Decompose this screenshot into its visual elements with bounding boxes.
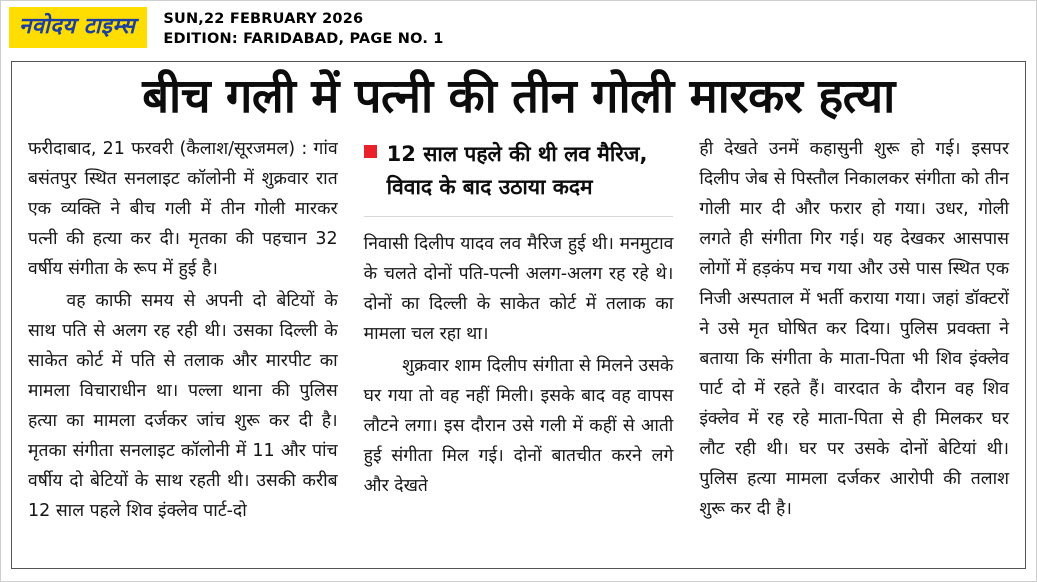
paragraph: फरीदाबाद, 21 फरवरी (कैलाश/सूरजमल) : गांव बसंतपुर स्थित सनलाइट कॉलोनी में शुक्रवार रात एक व्यक्ति ने बीच गली में तीन गोली मारकर पत्नी की हत्या कर दी। मृतका की पहचान 32 वर्षीय संगीता के रूप में हुई है। <box>28 139 338 280</box>
dateline-block <box>163 7 443 49</box>
subheadline-text: 12 साल पहले की थी लव मैरिज, विवाद के बाद उठाया कदम <box>386 142 648 200</box>
red-square-bullet-icon <box>364 145 377 158</box>
paragraph: निवासी दिलीप यादव लव मैरिज हुई थी। मनमुटाव के चलते दोनों पति-पत्नी अलग-अलग रह रहे थे। दोनों का दिल्ली के साकेत कोर्ट में तलाक का मामला चल रहा था। <box>363 234 674 345</box>
paragraph: ही देखते उनमें कहासुनी शुरू हो गई। इसपर दिलीप जेब से पिस्तौल निकालकर संगीता को तीन गोली मार दी और फरार हो गया। उधर, गोली लगते ही संगीता गिर गई। यह देखकर आसपास लोगों में हड़कंप मच गया और उसे पास स्थित एक निजी अस्पताल में भर्ती कराया गया। जहां डॉक्टरों ने उसे मृत घोषित कर दिया। पुलिस प्रवक्ता ने बताया कि संगीता के माता-पिता भी शिव इंक्लेव पार्ट दो में रहते हैं। वारदात के दौरान वह शिव इंक्लेव में रह रहे माता-पिता से ही मिलकर घर लौट रही थी। घर पर उसके दोनों बेटियां थी। पुलिस हत्या मामला दर्जकर आरोपी की तलाश शुरू कर दी है। <box>699 139 1010 520</box>
column-3 <box>699 134 1009 528</box>
masthead <box>1 1 1036 53</box>
logo-text: नवोदय टाइम्स <box>19 14 136 39</box>
subheadline-block <box>364 134 674 217</box>
paragraph: वह काफी समय से अपनी दो बेटियों के साथ पति से अलग रह रही थी। उसका दिल्ली के साकेत कोर्ट में पति से तलाक और मारपीट का मामला विचाराधीन था। पल्ला थाना की पुलिस हत्या का मामला दर्जकर जांच शुरू कर दी है।मृतका संगीता सनलाइट कॉलोनी में 11 और पांच वर्षीय दो बेटियों के साथ रहती थी। उसकी करीब 12 साल पहले शिव इंक्लेव पार्ट-दो <box>28 291 338 522</box>
article-headline: बीच गली में पत्नी की तीन गोली मारकर हत्या <box>142 69 895 124</box>
newspaper-logo <box>9 7 147 48</box>
paragraph: शुक्रवार शाम दिलीप संगीता से मिलने उसके घर गया तो वह नहीं मिली। इसके बाद वह वापस लौटने लगा। इस दौरान उसे गली में कहीं से आती हुई संगीता मिल गई। दोनों बातचीत करने लगे और देखते <box>363 356 674 497</box>
edition-line: EDITION: FARIDABAD, PAGE NO. 1 <box>163 30 444 47</box>
article-frame <box>11 61 1026 569</box>
column-2 <box>364 134 674 528</box>
article-columns <box>28 134 1009 528</box>
date-line: SUN,22 FEBRUARY 2026 <box>163 11 364 27</box>
column-1 <box>28 134 338 528</box>
